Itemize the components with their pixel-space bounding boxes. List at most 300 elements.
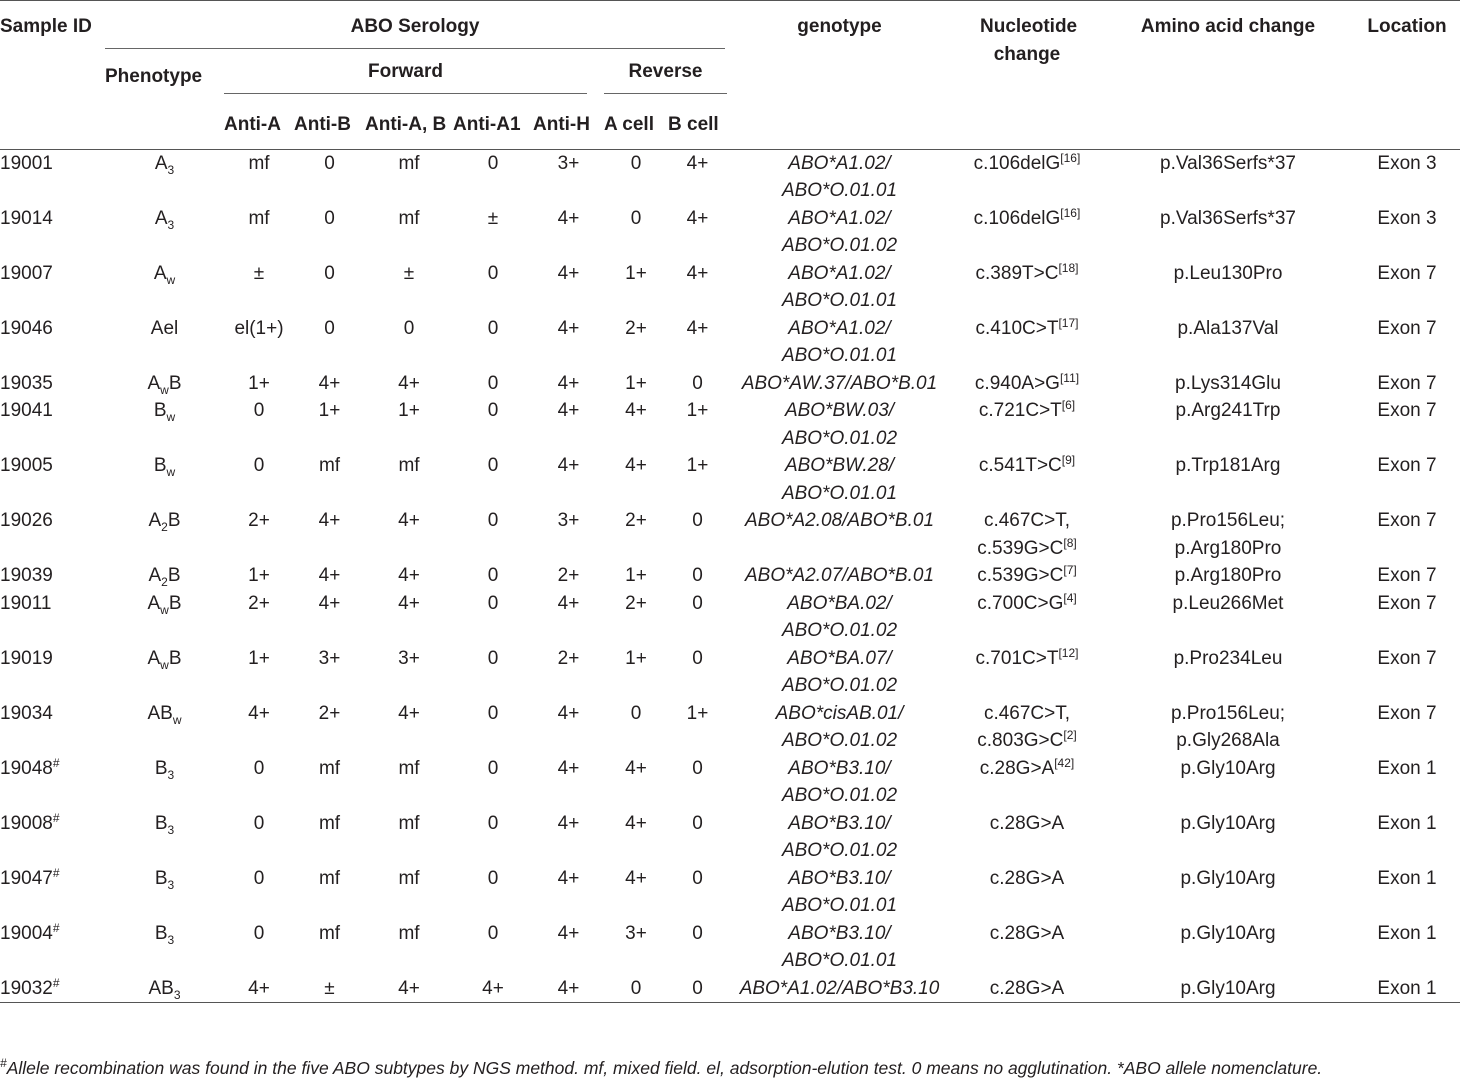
nucleotide-text: c.539G>C bbox=[977, 537, 1064, 559]
location-cell: Exon 3 bbox=[1354, 149, 1460, 205]
footnote bbox=[0, 1058, 1322, 1079]
anti-a-cell: 0 bbox=[253, 922, 265, 944]
anti-b-cell: 4+ bbox=[318, 592, 341, 614]
sample-id-cell bbox=[0, 370, 105, 398]
anti-b-cell: 2+ bbox=[318, 702, 341, 724]
genotype-line: ABO*B3.10/ bbox=[788, 867, 891, 889]
amino-acid-line: p.Arg180Pro bbox=[1174, 565, 1282, 586]
genotype-cell bbox=[727, 562, 952, 590]
sample-id: 19007 bbox=[0, 262, 53, 284]
location-cell: Exon 7 bbox=[1377, 400, 1437, 421]
genotype-cell bbox=[727, 370, 952, 398]
anti-a-cell: mf bbox=[224, 149, 294, 205]
phenotype-base: A bbox=[153, 262, 167, 284]
phenotype-subscript: w bbox=[166, 410, 176, 424]
phenotype-subscript: 3 bbox=[167, 217, 175, 232]
anti-a1-cell: 0 bbox=[487, 702, 499, 724]
amino-acid-line: p.Leu266Met bbox=[1172, 592, 1284, 614]
amino-acid-change-cell bbox=[1102, 590, 1354, 645]
sample-id-cell bbox=[0, 562, 105, 590]
anti-ab-cell: 3+ bbox=[398, 647, 420, 669]
anti-a1-cell: 0 bbox=[487, 592, 499, 614]
anti-a-cell: 4+ bbox=[224, 975, 294, 1003]
location-cell: Exon 7 bbox=[1377, 592, 1437, 614]
genotype-line: ABO*O.01.02 bbox=[781, 730, 898, 751]
location-cell: Exon 1 bbox=[1354, 975, 1460, 1003]
b-cell-cell: 0 bbox=[692, 812, 703, 834]
phenotype-cell bbox=[105, 755, 224, 810]
phenotype-subscript: w bbox=[172, 712, 182, 727]
nucleotide-change-cell bbox=[952, 865, 1102, 920]
genotype-line: ABO*O.01.02 bbox=[781, 840, 898, 861]
nucleotide-line bbox=[952, 975, 1102, 1003]
reference-mark: [16] bbox=[1060, 205, 1081, 220]
header-anti-a: Anti-A bbox=[224, 114, 281, 135]
sample-id-cell bbox=[0, 452, 105, 507]
genotype-cell bbox=[727, 755, 952, 810]
location-cell: Exon 1 bbox=[1377, 812, 1437, 834]
phenotype-cell bbox=[105, 149, 224, 205]
recombination-mark: # bbox=[52, 865, 60, 880]
sample-id-cell bbox=[0, 205, 105, 260]
genotype-line: ABO*BW.28/ bbox=[784, 455, 895, 476]
amino-acid-change-cell bbox=[1102, 452, 1354, 507]
nucleotide-line bbox=[952, 205, 1102, 233]
phenotype-cell bbox=[105, 205, 224, 260]
anti-h-cell: 3+ bbox=[533, 149, 604, 205]
genotype-line: ABO*A1.02/ bbox=[788, 262, 891, 284]
anti-a1-cell: 0 bbox=[487, 317, 499, 339]
b-cell-cell: 0 bbox=[692, 867, 703, 889]
amino-acid-change-cell bbox=[1102, 865, 1354, 920]
amino-acid-line: p.Pro234Leu bbox=[1173, 647, 1283, 669]
reference-mark: [4] bbox=[1063, 590, 1077, 605]
table-body bbox=[0, 149, 1460, 1003]
genotype-line: ABO*A2.08/ABO*B.01 bbox=[744, 510, 935, 531]
amino-acid-line: p.Gly10Arg bbox=[1180, 757, 1276, 779]
sample-id: 19035 bbox=[0, 372, 53, 394]
recombination-mark: # bbox=[52, 920, 60, 935]
anti-h-cell: 4+ bbox=[557, 867, 580, 889]
nucleotide-change-cell bbox=[952, 370, 1102, 398]
anti-a1-cell: 0 bbox=[487, 400, 499, 421]
anti-a-cell: ± bbox=[253, 262, 265, 284]
b-cell-cell: 1+ bbox=[686, 400, 709, 421]
a-cell-cell: 1+ bbox=[625, 372, 647, 394]
phenotype-subscript: 3 bbox=[167, 767, 175, 782]
genotype-line: ABO*O.01.01 bbox=[781, 345, 898, 366]
location-cell: Exon 3 bbox=[1377, 207, 1437, 229]
genotype-line: ABO*B3.10/ bbox=[788, 922, 891, 944]
anti-a1-cell: 0 bbox=[487, 510, 499, 531]
sample-id-cell bbox=[0, 590, 105, 645]
anti-a1-cell: 0 bbox=[487, 922, 499, 944]
anti-h-cell: 4+ bbox=[557, 757, 580, 779]
recombination-mark: # bbox=[52, 755, 60, 770]
nucleotide-line bbox=[952, 150, 1102, 178]
amino-acid-line: p.Trp181Arg bbox=[1175, 455, 1281, 476]
sample-id: 19019 bbox=[0, 647, 53, 669]
amino-acid-line: p.Gly268Ala bbox=[1176, 730, 1280, 751]
anti-h-cell: 2+ bbox=[557, 647, 580, 669]
genotype-line: ABO*B3.10/ bbox=[788, 812, 891, 834]
genotype-cell bbox=[727, 260, 952, 315]
a-cell-cell: 1+ bbox=[625, 262, 647, 284]
header-forward bbox=[224, 51, 604, 101]
nucleotide-change-cell bbox=[952, 645, 1102, 700]
reference-mark: [6] bbox=[1061, 398, 1076, 412]
amino-acid-line: p.Pro156Leu; bbox=[1170, 510, 1286, 531]
genotype-line: ABO*A2.07/ABO*B.01 bbox=[744, 565, 935, 586]
header-nucleotide-change: Nucleotide change bbox=[980, 16, 1078, 65]
anti-ab-cell: 4+ bbox=[398, 510, 420, 531]
anti-ab-cell: mf bbox=[365, 149, 453, 205]
nucleotide-text: c.389T>C bbox=[975, 262, 1059, 284]
phenotype-base: AB bbox=[147, 702, 173, 724]
anti-a-cell: el(1+) bbox=[234, 317, 284, 339]
reference-mark: [11] bbox=[1059, 370, 1080, 385]
b-cell-cell: 4+ bbox=[686, 262, 709, 284]
sample-id: 19034 bbox=[0, 702, 53, 724]
sample-id-cell bbox=[0, 700, 105, 755]
amino-acid-change-cell bbox=[1102, 645, 1354, 700]
phenotype-base: B bbox=[154, 812, 168, 834]
amino-acid-change-cell bbox=[1102, 755, 1354, 810]
phenotype-subscript: w bbox=[166, 465, 176, 479]
nucleotide-line bbox=[952, 260, 1102, 288]
a-cell-cell: 4+ bbox=[625, 455, 647, 476]
phenotype-subscript: 3 bbox=[167, 162, 175, 177]
sample-id: 19014 bbox=[0, 207, 53, 229]
genotype-line: ABO*A1.02/ bbox=[788, 152, 891, 174]
a-cell-cell: 2+ bbox=[625, 592, 647, 614]
amino-acid-line: p.Gly10Arg bbox=[1180, 867, 1276, 889]
anti-b-cell: mf bbox=[318, 455, 341, 476]
a-cell-cell: 0 bbox=[630, 702, 642, 724]
phenotype-base: A bbox=[148, 565, 162, 586]
amino-acid-line: p.Pro156Leu; bbox=[1170, 702, 1286, 724]
nucleotide-text: c.410C>T bbox=[975, 317, 1059, 339]
b-cell-cell: 0 bbox=[692, 647, 703, 669]
sample-id: 19041 bbox=[0, 400, 53, 421]
sample-id: 19026 bbox=[0, 510, 53, 531]
anti-b-cell: mf bbox=[318, 867, 341, 889]
genotype-line: ABO*cisAB.01/ bbox=[775, 702, 904, 724]
phenotype-base: B bbox=[154, 867, 168, 889]
a-cell-cell: 0 bbox=[604, 149, 668, 205]
b-cell-cell: 0 bbox=[692, 372, 703, 394]
genotype-cell bbox=[727, 865, 952, 920]
reference-mark: [2] bbox=[1063, 728, 1077, 742]
header-genotype: genotype bbox=[797, 16, 882, 37]
anti-ab-cell: mf bbox=[398, 207, 420, 229]
genotype-line: ABO*O.01.01 bbox=[781, 180, 898, 201]
amino-acid-change-cell bbox=[1102, 810, 1354, 865]
header-phenotype: Phenotype bbox=[105, 66, 203, 87]
header-amino-acid-change: Amino acid change bbox=[1140, 16, 1316, 37]
anti-h-cell: 4+ bbox=[533, 975, 604, 1003]
amino-acid-line: p.Leu130Pro bbox=[1173, 262, 1283, 284]
genotype-cell bbox=[727, 645, 952, 700]
table-row bbox=[0, 397, 1460, 452]
anti-ab-cell: mf bbox=[398, 922, 420, 944]
phenotype-base: Ael bbox=[150, 317, 179, 339]
nucleotide-line bbox=[952, 507, 1102, 535]
header-anti-h: Anti-H bbox=[533, 114, 590, 135]
phenotype-subscript: w bbox=[160, 602, 169, 617]
genotype-line: ABO*O.01.02 bbox=[781, 235, 898, 256]
nucleotide-change-cell bbox=[952, 755, 1102, 810]
amino-acid-change-cell bbox=[1102, 260, 1354, 315]
reference-mark: [42] bbox=[1054, 755, 1075, 770]
header-b-cell: B cell bbox=[668, 114, 719, 135]
anti-a1-cell: 0 bbox=[487, 757, 499, 779]
nucleotide-line bbox=[952, 700, 1102, 728]
nucleotide-change-cell bbox=[952, 205, 1102, 260]
nucleotide-change-cell bbox=[952, 149, 1102, 205]
b-cell-cell: 1+ bbox=[686, 702, 709, 724]
genotype-cell bbox=[727, 810, 952, 865]
phenotype-cell bbox=[105, 865, 224, 920]
sample-id-cell bbox=[0, 397, 105, 452]
sample-id: 19039 bbox=[0, 565, 53, 586]
phenotype-base: AB bbox=[148, 977, 174, 999]
sample-id: 19001 bbox=[0, 152, 53, 174]
phenotype-base: B bbox=[153, 455, 167, 476]
nucleotide-text: c.721C>T bbox=[978, 400, 1062, 421]
a-cell-cell: 0 bbox=[604, 975, 668, 1003]
phenotype-cell bbox=[105, 397, 224, 452]
anti-h-cell: 2+ bbox=[557, 565, 580, 586]
phenotype-base: B bbox=[153, 400, 167, 421]
nucleotide-text: c.106delG bbox=[973, 152, 1061, 174]
anti-h-cell: 3+ bbox=[557, 510, 580, 531]
location-cell: Exon 7 bbox=[1377, 455, 1437, 476]
reference-mark: [9] bbox=[1061, 453, 1076, 467]
a-cell-cell: 1+ bbox=[625, 647, 647, 669]
sample-id-cell bbox=[0, 755, 105, 810]
anti-h-cell: 4+ bbox=[557, 400, 580, 421]
amino-acid-change-cell bbox=[1102, 700, 1354, 755]
phenotype-subscript: 3 bbox=[167, 822, 175, 837]
anti-a1-cell: 0 bbox=[487, 262, 499, 284]
phenotype-cell bbox=[105, 452, 224, 507]
anti-b-cell: mf bbox=[318, 757, 341, 779]
phenotype-subscript: 2 bbox=[161, 520, 168, 534]
sample-id: 19047 bbox=[0, 867, 53, 889]
anti-b-cell: mf bbox=[318, 922, 341, 944]
genotype-line: ABO*O.01.02 bbox=[781, 785, 898, 806]
nucleotide-line bbox=[952, 727, 1102, 755]
genotype-cell bbox=[727, 205, 952, 260]
table-row bbox=[0, 205, 1460, 260]
anti-h-cell: 4+ bbox=[557, 317, 580, 339]
anti-a1-cell: 0 bbox=[487, 372, 499, 394]
a-cell-cell: 1+ bbox=[625, 565, 647, 586]
anti-h-cell: 4+ bbox=[557, 207, 580, 229]
anti-ab-cell: mf bbox=[398, 757, 420, 779]
phenotype-subscript: 3 bbox=[173, 987, 181, 1002]
nucleotide-change-cell bbox=[952, 810, 1102, 865]
anti-a-cell: 1+ bbox=[248, 372, 270, 394]
phenotype-base: A bbox=[147, 372, 161, 394]
genotype-line: ABO*A1.02/ABO*B3.10 bbox=[739, 977, 940, 999]
anti-a1-cell: 0 bbox=[487, 565, 499, 586]
b-cell-cell: 0 bbox=[692, 565, 703, 586]
phenotype-base: B bbox=[154, 757, 168, 779]
reference-mark: [17] bbox=[1058, 315, 1079, 330]
genotype-line: ABO*O.01.02 bbox=[781, 675, 898, 696]
nucleotide-change-cell bbox=[952, 700, 1102, 755]
anti-ab-cell: 1+ bbox=[398, 400, 420, 421]
nucleotide-line bbox=[952, 645, 1102, 673]
genotype-cell bbox=[727, 397, 952, 452]
header-abo-serology bbox=[105, 1, 727, 51]
anti-b-cell: 0 bbox=[324, 207, 335, 229]
genotype-line: ABO*A1.02/ bbox=[788, 317, 891, 339]
phenotype-cell bbox=[105, 562, 224, 590]
genotype-line: ABO*O.01.01 bbox=[781, 482, 898, 504]
phenotype-suffix: B bbox=[167, 565, 181, 586]
anti-h-cell: 4+ bbox=[557, 922, 580, 944]
phenotype-base: A bbox=[148, 510, 162, 531]
a-cell-cell: 2+ bbox=[625, 317, 647, 339]
header-sample-id: Sample ID bbox=[0, 16, 92, 37]
sample-id: 19008 bbox=[0, 812, 53, 834]
genotype-line: ABO*O.01.01 bbox=[781, 950, 898, 971]
header-a-cell: A cell bbox=[604, 114, 654, 135]
genotype-cell bbox=[727, 975, 952, 1003]
anti-a1-cell: 0 bbox=[487, 812, 499, 834]
b-cell-cell: 4+ bbox=[686, 207, 709, 229]
phenotype-cell bbox=[105, 315, 224, 370]
amino-acid-line: p.Gly10Arg bbox=[1180, 812, 1276, 834]
nucleotide-text: c.701C>T bbox=[975, 647, 1059, 669]
nucleotide-text: c.940A>G bbox=[974, 372, 1060, 394]
genotype-cell bbox=[727, 507, 952, 562]
anti-ab-cell: ± bbox=[403, 262, 415, 284]
phenotype-base: B bbox=[154, 922, 168, 944]
anti-ab-cell: 4+ bbox=[398, 372, 420, 394]
reference-mark: [18] bbox=[1058, 260, 1079, 275]
nucleotide-change-cell bbox=[952, 452, 1102, 507]
nucleotide-text: c.28G>A bbox=[989, 922, 1065, 944]
nucleotide-text: c.539G>C bbox=[977, 565, 1064, 586]
header-anti-b: Anti-B bbox=[294, 114, 351, 135]
anti-a-cell: mf bbox=[248, 207, 270, 229]
a-cell-cell: 2+ bbox=[625, 510, 647, 531]
anti-a1-cell: 0 bbox=[487, 455, 499, 476]
nucleotide-change-cell bbox=[952, 562, 1102, 590]
header-anti-ab: Anti-A, B bbox=[365, 114, 447, 135]
b-cell-cell: 1+ bbox=[686, 455, 709, 476]
genotype-cell bbox=[727, 149, 952, 205]
nucleotide-change-cell bbox=[952, 397, 1102, 452]
nucleotide-text: c.28G>A bbox=[989, 977, 1065, 999]
anti-ab-cell: mf bbox=[398, 867, 420, 889]
phenotype-subscript: 3 bbox=[167, 932, 175, 947]
nucleotide-line bbox=[952, 315, 1102, 343]
table-header bbox=[0, 1, 1460, 150]
amino-acid-line: p.Gly10Arg bbox=[1180, 922, 1276, 944]
anti-h-cell: 4+ bbox=[557, 372, 580, 394]
phenotype-base: A bbox=[147, 647, 161, 669]
nucleotide-change-cell bbox=[952, 590, 1102, 645]
genotype-line: ABO*O.01.01 bbox=[781, 290, 898, 311]
anti-a-cell: 0 bbox=[253, 812, 265, 834]
table-row bbox=[0, 452, 1460, 507]
anti-a-cell: 2+ bbox=[248, 510, 270, 531]
phenotype-cell bbox=[105, 645, 224, 700]
anti-a-cell: 2+ bbox=[248, 592, 270, 614]
location-cell: Exon 7 bbox=[1377, 317, 1437, 339]
nucleotide-line bbox=[952, 920, 1102, 948]
phenotype-cell bbox=[105, 700, 224, 755]
location-cell: Exon 1 bbox=[1377, 922, 1437, 944]
location-cell: Exon 7 bbox=[1377, 510, 1437, 531]
b-cell-cell: 4+ bbox=[686, 317, 709, 339]
nucleotide-change-cell bbox=[952, 507, 1102, 562]
nucleotide-line bbox=[952, 590, 1102, 618]
table-row bbox=[0, 260, 1460, 315]
anti-ab-cell: 4+ bbox=[398, 592, 420, 614]
location-cell: Exon 1 bbox=[1377, 867, 1437, 889]
location-cell: Exon 7 bbox=[1377, 262, 1437, 284]
nucleotide-line bbox=[952, 810, 1102, 838]
amino-acid-change-cell bbox=[1102, 920, 1354, 975]
anti-ab-cell: mf bbox=[398, 455, 420, 476]
amino-acid-line: p.Val36Serfs*37 bbox=[1160, 207, 1296, 229]
nucleotide-change-cell bbox=[952, 315, 1102, 370]
amino-acid-line: p.Gly10Arg bbox=[1180, 977, 1276, 999]
b-cell-cell: 0 bbox=[668, 975, 727, 1003]
phenotype-base: A bbox=[147, 592, 161, 614]
anti-a-cell: 0 bbox=[253, 867, 265, 889]
table-row bbox=[0, 755, 1460, 810]
a-cell-cell: 4+ bbox=[625, 757, 647, 779]
b-cell-cell: 0 bbox=[692, 510, 703, 531]
footnote-mark: # bbox=[0, 1056, 7, 1070]
phenotype-cell bbox=[105, 810, 224, 865]
amino-acid-change-cell bbox=[1102, 149, 1354, 205]
anti-b-cell: 3+ bbox=[318, 647, 341, 669]
anti-a1-cell: 0 bbox=[487, 647, 499, 669]
sample-id: 19046 bbox=[0, 317, 53, 339]
amino-acid-change-cell bbox=[1102, 397, 1354, 452]
table-row bbox=[0, 865, 1460, 920]
sample-id: 19005 bbox=[0, 455, 53, 476]
table-row bbox=[0, 975, 1460, 1003]
sample-id-cell bbox=[0, 315, 105, 370]
anti-a1-cell: 0 bbox=[453, 149, 533, 205]
genotype-line: ABO*BA.07/ bbox=[787, 647, 892, 669]
sample-id-cell bbox=[0, 920, 105, 975]
a-cell-cell: 4+ bbox=[625, 812, 647, 834]
amino-acid-change-cell bbox=[1102, 205, 1354, 260]
phenotype-suffix: B bbox=[167, 510, 181, 531]
genotype-cell bbox=[727, 590, 952, 645]
anti-a-cell: 1+ bbox=[248, 647, 270, 669]
anti-a1-cell: ± bbox=[487, 207, 499, 229]
reverse-label: Reverse bbox=[604, 58, 727, 95]
phenotype-subscript: w bbox=[160, 382, 169, 397]
nucleotide-line bbox=[952, 562, 1102, 590]
phenotype-cell bbox=[105, 590, 224, 645]
a-cell-cell: 0 bbox=[630, 207, 642, 229]
nucleotide-text: c.541T>C bbox=[978, 455, 1062, 476]
reference-mark: [12] bbox=[1058, 645, 1079, 660]
genotype-cell bbox=[727, 315, 952, 370]
